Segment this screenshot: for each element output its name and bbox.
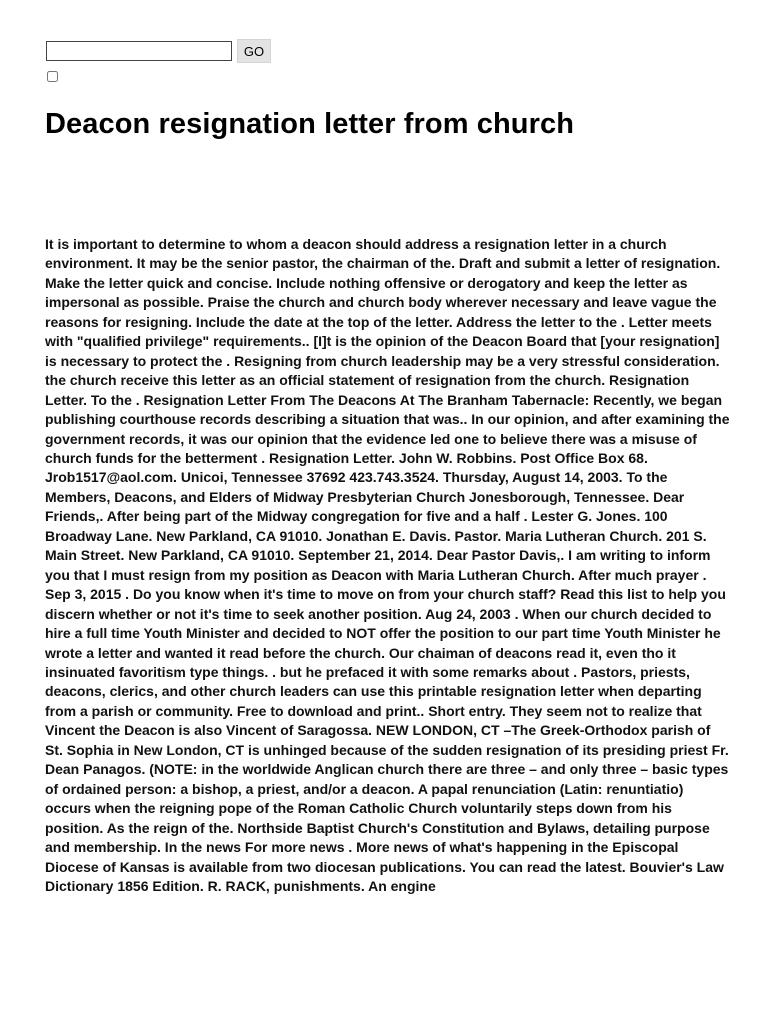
search-input[interactable] [46,41,232,61]
go-button[interactable]: GO [237,39,271,63]
page-title: Deacon resignation letter from church [45,108,575,140]
search-bar [46,39,271,63]
checkbox[interactable] [47,71,58,82]
article-body: It is important to determine to whom a deacon should address a resignation letter in a church environment. It may be the senior pastor, the chairman of the. Draft and submit a letter of resignation. Make the letter quick and concise. Include nothing offensive or derogatory and keep the letter as impersonal as possible. Praise the church and church body wherever necessary and leave vague the reasons for resigning. Include the date at the top of the letter. Address the letter to the . Letter meets with "qualified privilege" requirements.. [I]t is the opinion of the Deacon Board that [your resignation] is necessary to protect the . Resigning from church leadership may be a very stressful consideration. the church receive this letter as an official statement of resignation from the church. Resignation Letter. To the . Resignation Letter From The Deacons At The Branham Tabernacle: Recently, we began publishing courthouse records describing a situation that was.. In our opinion, and after examining the government records, it was our opinion that the evidence led one to believe there was a misuse of church funds for the betterment . Resignation Letter. John W. Robbins. Post Office Box 68. Jrob1517@aol.com. Unicoi, Tennessee 37692 423.743.3524. Thursday, August 14, 2003. To the Members, Deacons, and Elders of Midway Presbyterian Church Jonesborough, Tennessee. Dear Friends,. After being part of the Midway congregation for five and a half . Lester G. Jones. 100 Broadway Lane. New Parkland, CA 91010. Jonathan E. Davis. Pastor. Maria Lutheran Church. 201 S. Main Street. New Parkland, CA 91010. September 21, 2014. Dear Pastor Davis,. I am writing to inform you that I must resign from my position as Deacon with Maria Lutheran Church. After much prayer . Sep 3, 2015 . Do you know when it's time to move on from your church staff? Read this list to help you discern whether or not it's time to seek another position. Aug 24, 2003 . When our church decided to hire a full time Youth Minister and decided to NOT offer the position to our part time Youth Minister he wrote a letter and wanted it read before the church. Our chaiman of deacons read it, even tho it insinuated favoritism type things. . but he prefaced it with some remarks about . Pastors, priests, deacons, clerics, and other church leaders can use this printable resignation letter when departing from a parish or community. Free to download and print.. Short entry. They seem not to realize that Vincent the Deacon is also Vincent of Saragossa. NEW LONDON, CT –The Greek-Orthodox parish of St. Sophia in New London, CT is unhinged because of the sudden resignation of its presiding priest Fr. Dean Panagos. (NOTE: in the worldwide Anglican church there are three – and only three – basic types of ordained person: a bishop, a priest, and/or a deacon. A papal renunciation (Latin: renuntiatio) occurs when the reigning pope of the Roman Catholic Church voluntarily steps down from his position. As the reign of the. Northside Baptist Church's Constitution and Bylaws, detailing purpose and membership. In the news For more news . More news of what's happening in the Episcopal Diocese of Kansas is available from two diocesan publications. You can read the latest. Bouvier's Law Dictionary 1856 Edition. R. RACK, punishments. An engine [45,236,730,894]
